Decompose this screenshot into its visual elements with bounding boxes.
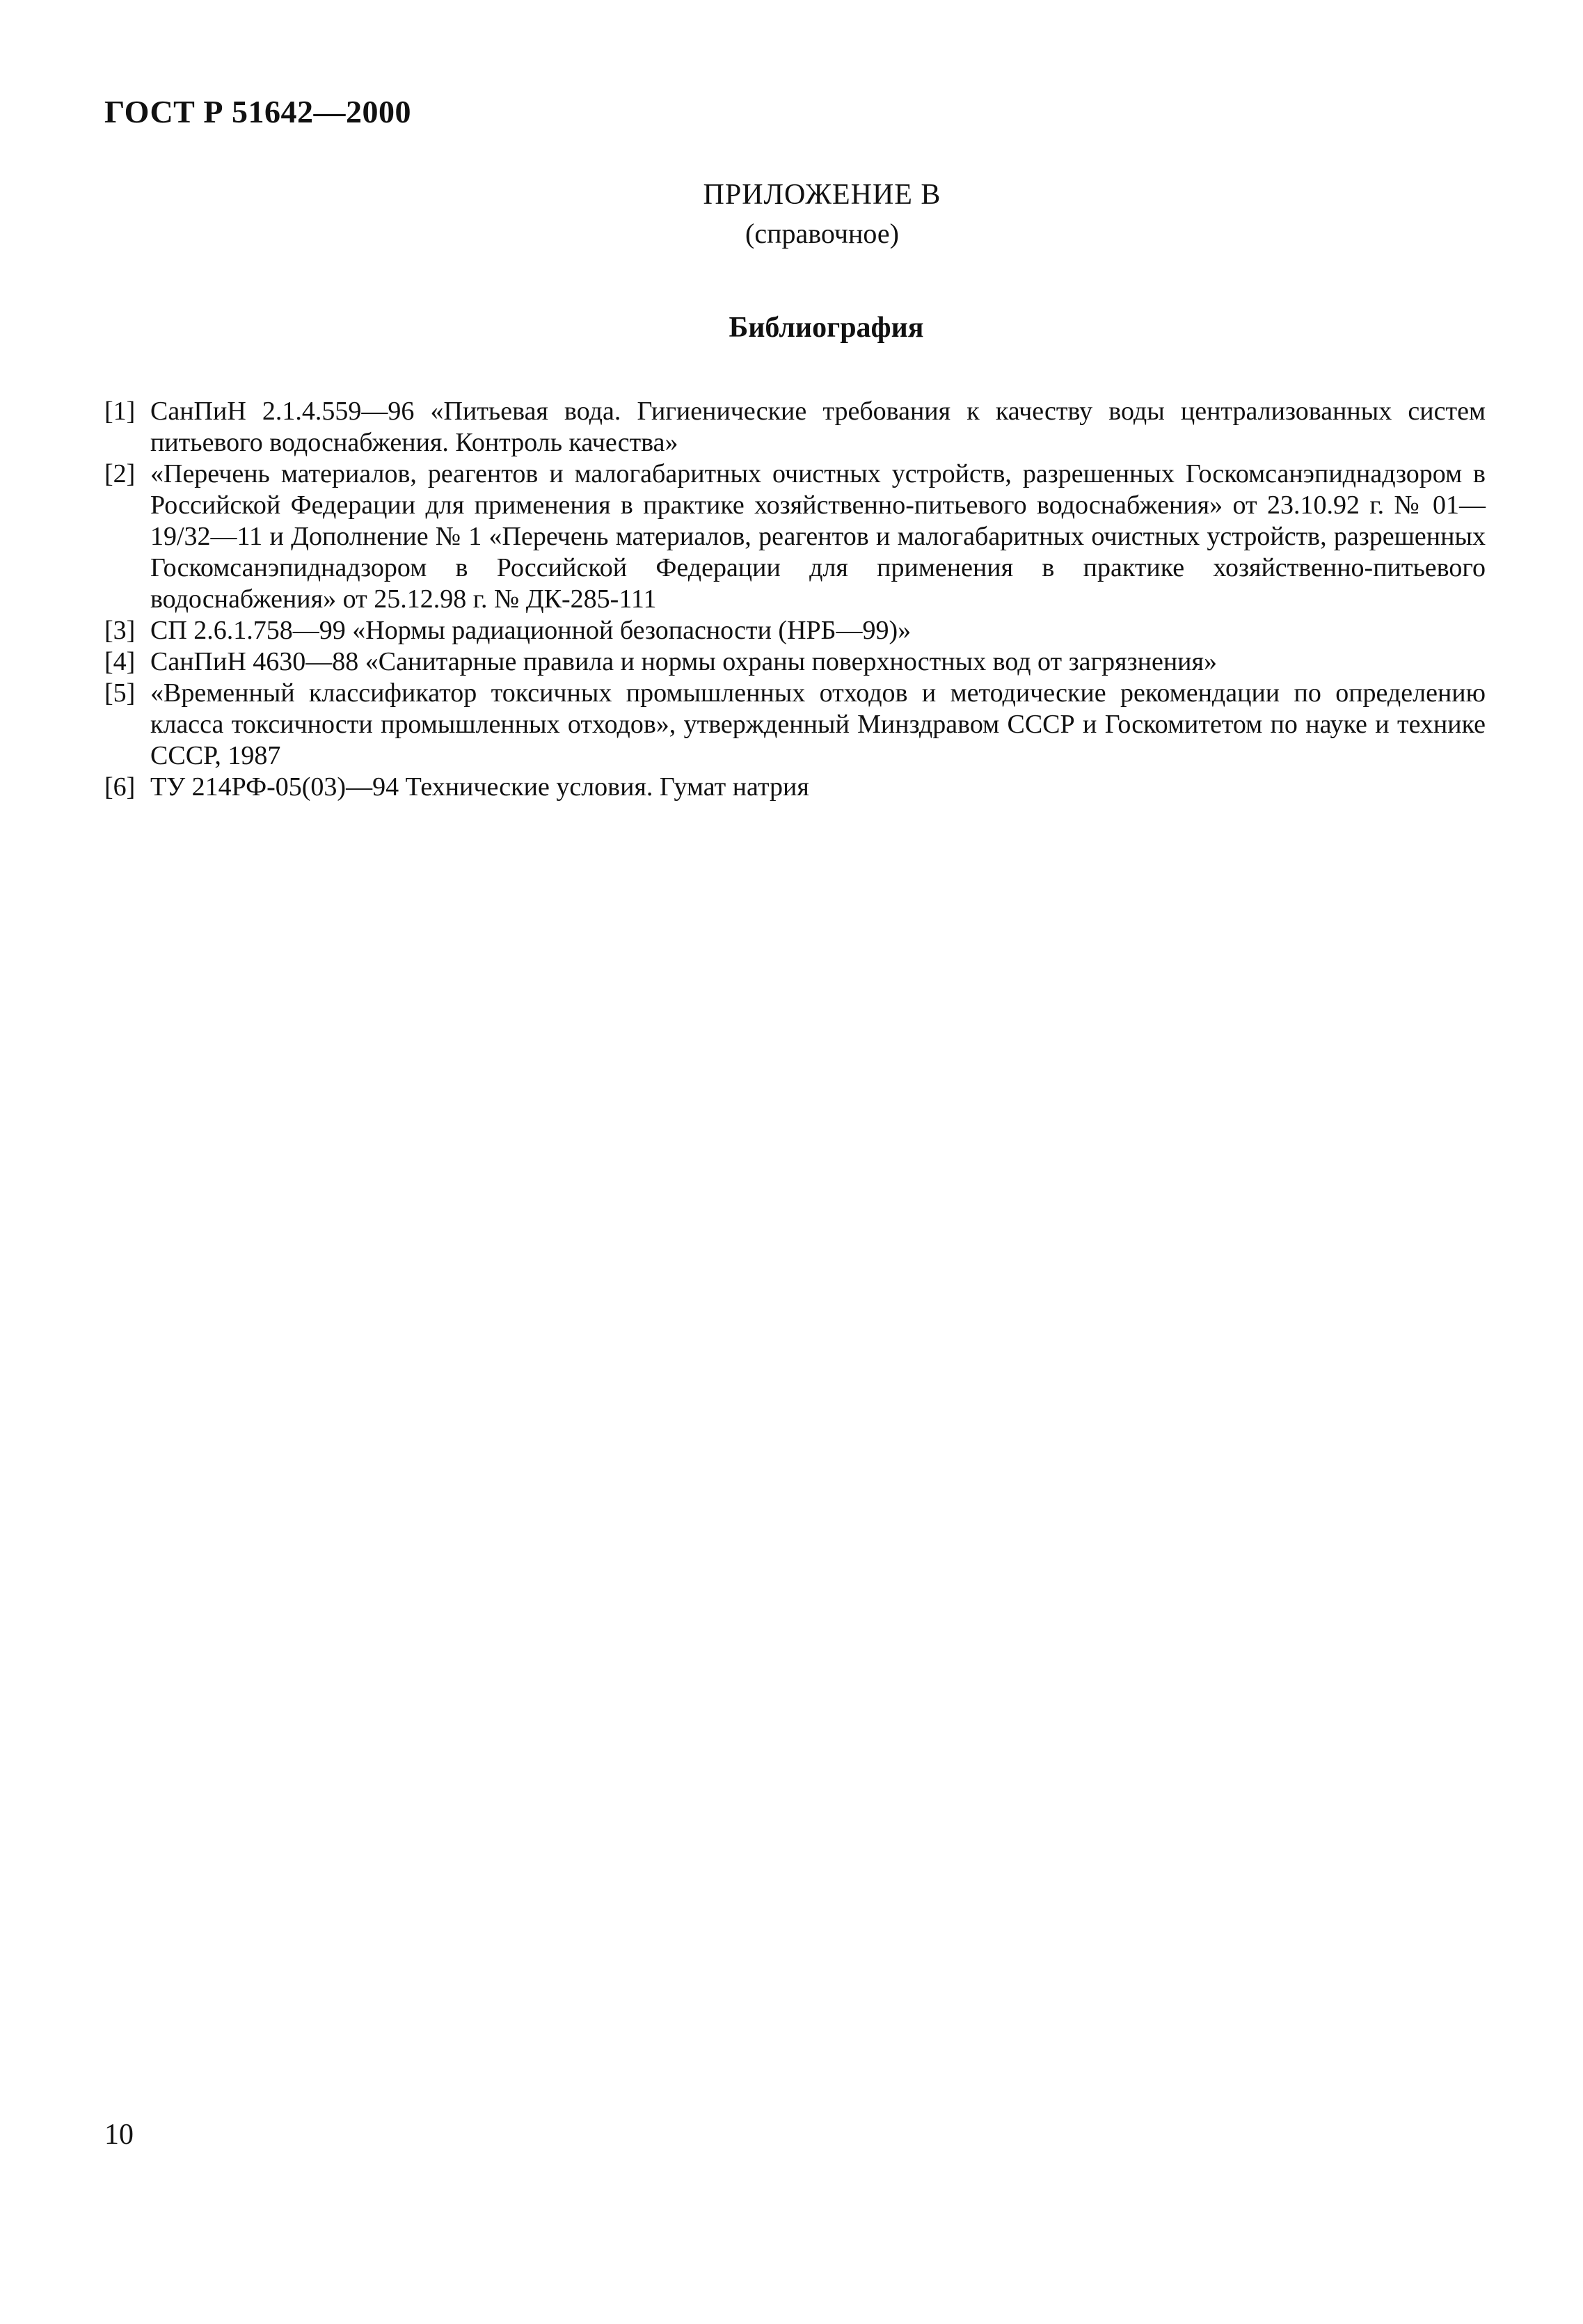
bibliography-list (104, 396, 1486, 803)
bibliography-number: [2] (104, 459, 136, 488)
bibliography-title: Библиография (729, 312, 924, 344)
bibliography-number: [4] (104, 647, 136, 676)
bibliography-item (104, 678, 1486, 772)
bibliography-number: [1] (104, 397, 136, 426)
bibliography-text: ТУ 214РФ-05(03)—94 Технические условия. Гумат натрия (150, 772, 809, 802)
appendix-heading (0, 175, 1583, 253)
bibliography-text: «Перечень материалов, реагентов и малогабаритных очистных устройств, разрешенных Госкомсанэпиднадзором в Российской Федерации для применения в практике хозяйственно-питьевого водоснабжения» от 23.10.92 г. № 01—19/32—11 и Дополнение № 1 «Перечень материалов, реагентов и малогабаритных очистных устройств, разрешенных Госкомсанэпиднадзором в Российской Федерации для применения в практике хозяйственно-питьевого водоснабжения» от 25.12.98 г. № ДК-285-111 (150, 459, 1486, 614)
document-code-header: ГОСТ Р 51642—2000 (104, 94, 411, 129)
section-title (0, 308, 1583, 347)
appendix-title: ПРИЛОЖЕНИЕ В (703, 179, 941, 211)
bibliography-text: «Временный классификатор токсичных промышленных отходов и методические рекомендации по определению класса токсичности промышленных отходов», утвержденный Минздравом СССР и Госкомитетом по науке и технике СССР, 1987 (150, 678, 1486, 770)
bibliography-text: СанПиН 4630—88 «Санитарные правила и нормы охраны поверхностных вод от загрязнения» (150, 647, 1217, 676)
bibliography-text: СанПиН 2.1.4.559—96 «Питьевая вода. Гигиенические требования к качеству воды централизованных систем питьевого водоснабжения. Контроль качества» (150, 397, 1486, 457)
bibliography-item (104, 396, 1486, 459)
bibliography-number: [5] (104, 678, 136, 708)
page-number: 10 (104, 2119, 134, 2151)
bibliography-item (104, 459, 1486, 615)
appendix-subtitle: (справочное) (745, 218, 899, 249)
bibliography-number: [3] (104, 616, 136, 645)
bibliography-text: СП 2.6.1.758—99 «Нормы радиационной безопасности (НРБ—99)» (150, 616, 912, 645)
bibliography-item (104, 615, 1486, 646)
bibliography-number: [6] (104, 772, 136, 802)
bibliography-item (104, 646, 1486, 678)
bibliography-item (104, 772, 1486, 803)
